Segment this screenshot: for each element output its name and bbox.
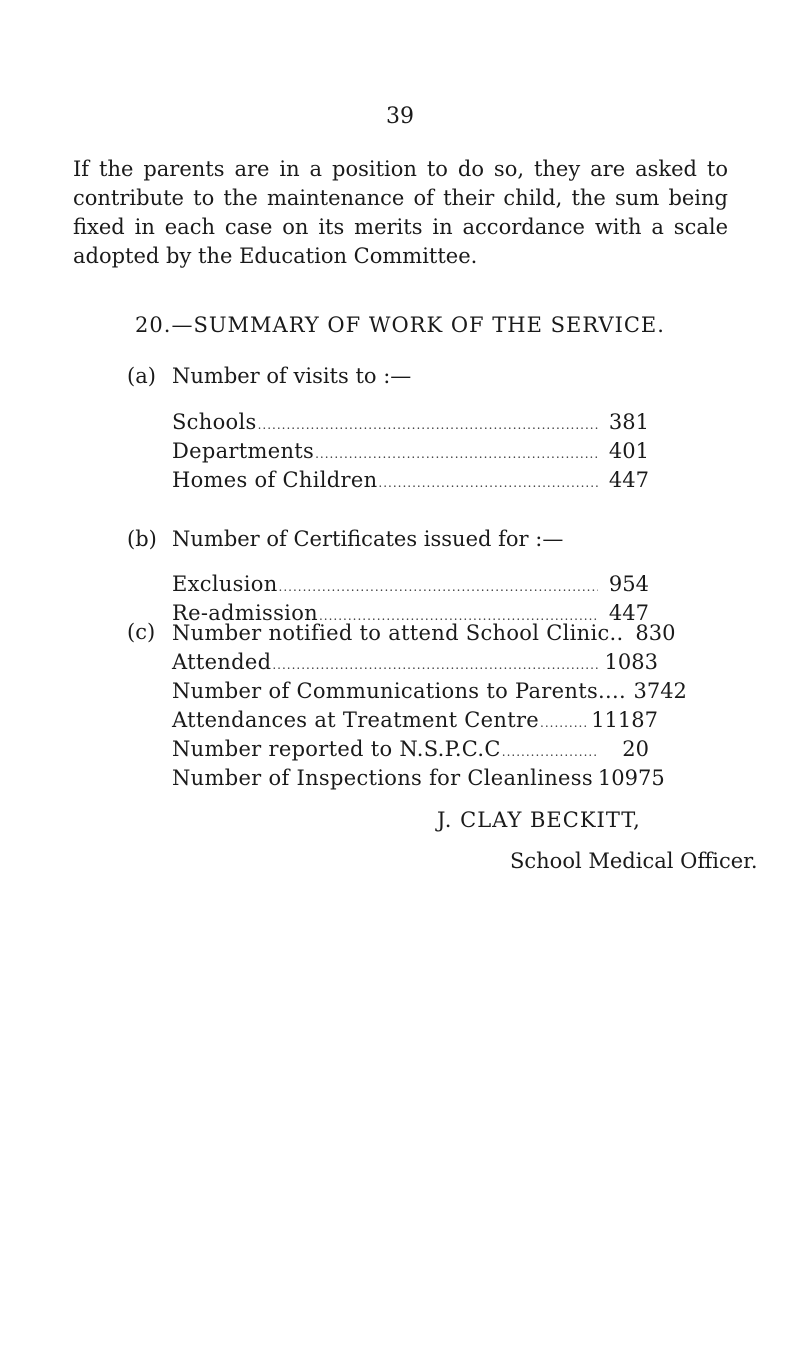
dot-leader [378, 469, 598, 497]
dot-leader [502, 738, 598, 766]
row-label: Attendances at Treatment Centre [172, 708, 540, 732]
summary-row [172, 466, 658, 494]
row-label: Attended [172, 650, 272, 674]
group-b-heading [127, 527, 563, 551]
row-value: 1083 [604, 650, 658, 674]
signature-title: School Medical Officer. [510, 849, 758, 873]
row-value: 954 [608, 572, 649, 596]
row-label: Re-admission [172, 601, 318, 625]
row-value: 3742 [633, 679, 687, 703]
summary-row [172, 570, 658, 598]
row-label: Homes of Children [172, 468, 378, 492]
summary-row [172, 619, 676, 647]
summary-row [172, 408, 658, 436]
group-a-heading-text: Number of visits to :— [172, 364, 412, 388]
row-value: 401 [608, 439, 649, 463]
dot-leader [315, 440, 598, 468]
summary-row [172, 677, 687, 705]
row-label: Departments [172, 439, 315, 463]
row-label: Exclusion [172, 572, 278, 596]
summary-row [172, 706, 658, 734]
row-label: Number notified to attend School Clinic.. [172, 621, 624, 645]
row-value: 447 [608, 601, 649, 625]
row-value: 11187 [591, 708, 658, 732]
dot-leader [272, 651, 598, 679]
summary-row [172, 648, 658, 676]
row-label: Number of Communications to Parents.... [172, 679, 626, 703]
signature-name: J. CLAY BECKITT, [437, 808, 641, 832]
row-value: 10975 [597, 766, 665, 790]
group-b-heading-text: Number of Certificates issued for :— [172, 527, 564, 551]
dot-leader [258, 411, 598, 439]
page-number: 39 [386, 104, 414, 129]
summary-row [172, 764, 665, 792]
row-value: 381 [608, 410, 649, 434]
group-a-heading [127, 364, 411, 388]
row-label: Number of Inspections for Cleanliness [172, 766, 593, 790]
intro-paragraph: If the parents are in a position to do so, they are asked to contribute to the maintenance of their child, the sum being fixed in each case on its merits in accordance with a scale adopted by the Education Committee. [73, 157, 728, 268]
dot-leader [540, 709, 587, 737]
group-a-marker: (a) [127, 364, 156, 388]
summary-row [172, 437, 658, 465]
row-value: 20 [622, 737, 649, 761]
summary-row [172, 735, 658, 763]
group-c-marker: (c) [127, 620, 156, 644]
dot-leader [279, 573, 598, 601]
row-label: Schools [172, 410, 257, 434]
row-value: 447 [608, 468, 649, 492]
section-heading: 20.—SUMMARY OF WORK OF THE SERVICE. [135, 313, 665, 337]
group-b-marker: (b) [127, 527, 157, 551]
row-label: Number reported to N.S.P.C.C [172, 737, 501, 761]
row-value: 830 [635, 621, 676, 645]
